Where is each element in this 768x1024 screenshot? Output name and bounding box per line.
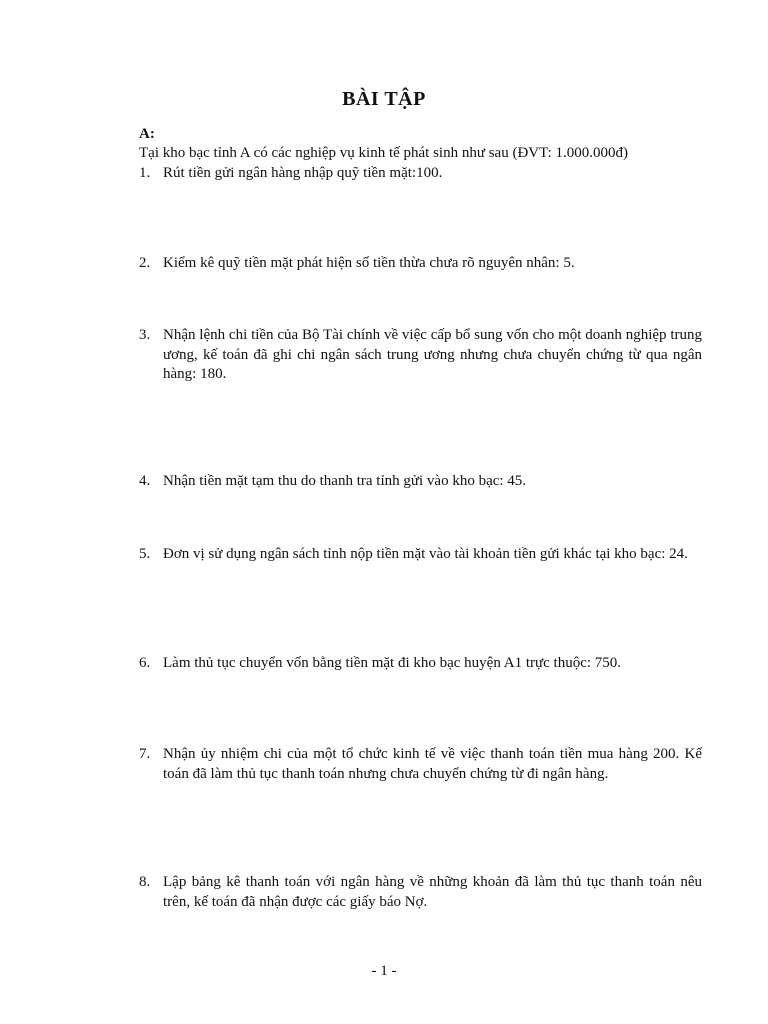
item-number: 1. — [139, 165, 151, 181]
item-number: 2. — [139, 255, 151, 271]
item-text: Nhận lệnh chi tiền của Bộ Tài chính về việc cấp bổ sung vốn cho một doanh nghiệp trung ương, kế toán đã ghi chi ngân sách trung ương nhưng chưa chuyển chứng từ qua ngân hàng: 180. — [163, 327, 702, 382]
list-item — [139, 164, 702, 184]
list-item — [139, 472, 702, 492]
item-text: Rút tiền gửi ngân hàng nhập quỹ tiền mặt:100. — [163, 165, 443, 181]
item-text: Nhận tiền mặt tạm thu do thanh tra tỉnh gửi vào kho bạc: 45. — [163, 473, 527, 489]
list-item — [139, 254, 702, 274]
page-number: - 1 - — [371, 963, 397, 979]
item-text: Kiểm kê quỹ tiền mặt phát hiện số tiền thừa chưa rõ nguyên nhân: 5. — [163, 255, 575, 271]
item-number: 6. — [139, 655, 151, 671]
list-item — [139, 745, 702, 784]
item-number: 8. — [139, 874, 151, 890]
item-number: 3. — [139, 327, 151, 343]
list-item — [139, 873, 702, 912]
item-text: Lập bảng kê thanh toán với ngân hàng về những khoản đã làm thủ tục thanh toán nêu trên, kế toán đã nhận được các giấy báo Nợ. — [163, 874, 702, 910]
list-item — [139, 545, 702, 565]
item-text: Làm thủ tục chuyển vốn bằng tiền mặt đi kho bạc huyện A1 trực thuộc: 750. — [163, 655, 622, 671]
item-text: Nhận ủy nhiệm chi của một tổ chức kinh tế về việc thanh toán tiền mua hàng 200. Kế toán đã làm thủ tục thanh toán nhưng chưa chuyển chứng từ đi ngân hàng. — [163, 746, 702, 782]
item-number: 7. — [139, 746, 151, 762]
item-text: Đơn vị sử dụng ngân sách tỉnh nộp tiền mặt vào tài khoản tiền gửi khác tại kho bạc: 24. — [163, 546, 688, 562]
list-item — [139, 326, 702, 385]
intro-paragraph: Tại kho bạc tỉnh A có các nghiệp vụ kinh tế phát sinh như sau (ĐVT: 1.000.000đ) — [139, 145, 628, 161]
list-item — [139, 654, 702, 674]
document-title: BÀI TẬP — [342, 88, 426, 110]
item-number: 4. — [139, 473, 151, 489]
section-label: A: — [139, 126, 155, 142]
item-number: 5. — [139, 546, 151, 562]
